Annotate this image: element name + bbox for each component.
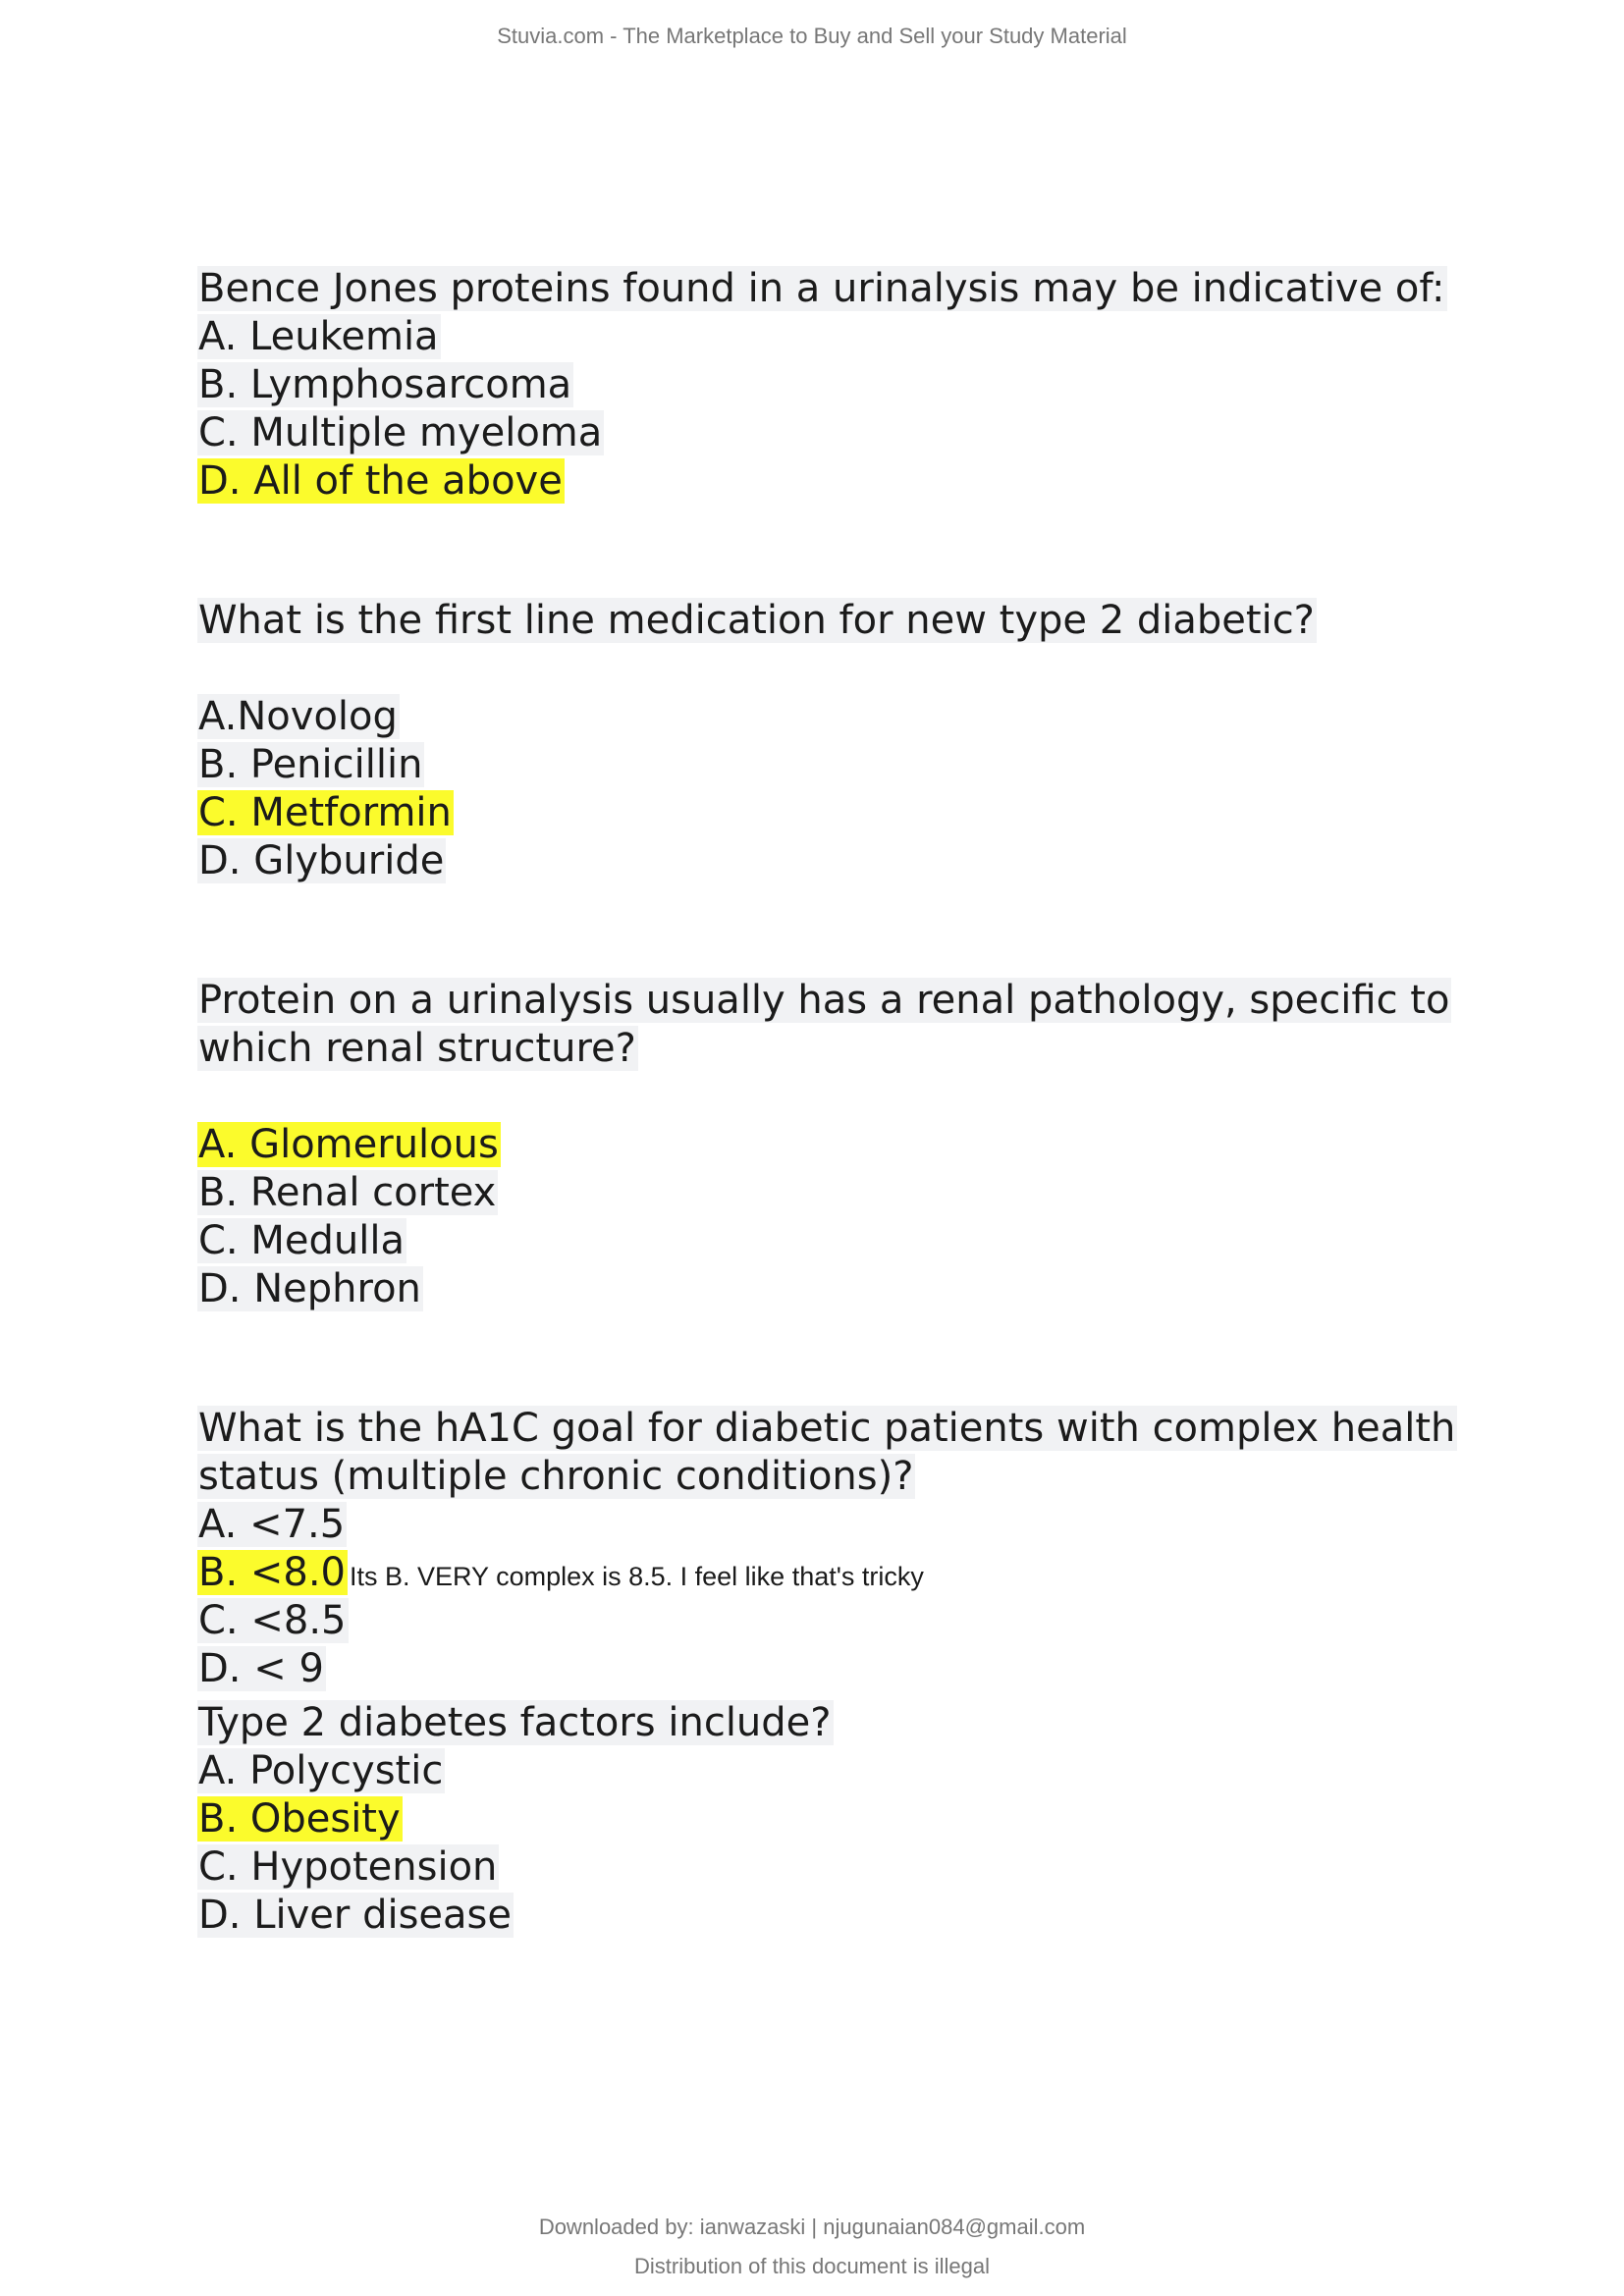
question-5-answer-b: B. Obesity bbox=[198, 1796, 401, 1842]
page-header: Stuvia.com - The Marketplace to Buy and Sell your Study Material bbox=[497, 24, 1127, 48]
question-4-option-a: A. <7.5 bbox=[198, 1502, 346, 1547]
spacer bbox=[197, 1073, 1435, 1121]
question-4-option-d: D. < 9 bbox=[198, 1646, 324, 1691]
question-1-option-b: B. Lymphosarcoma bbox=[198, 362, 572, 407]
question-1-answer-d: D. All of the above bbox=[198, 458, 563, 504]
question-3-text-line-2: which renal structure? bbox=[198, 1026, 636, 1071]
question-1 bbox=[197, 265, 1445, 506]
question-2-option-d: D. Glyburide bbox=[198, 838, 445, 883]
quiz-content bbox=[197, 265, 1456, 1940]
question-5 bbox=[197, 1699, 1435, 1940]
question-3-answer-a: A. Glomerulous bbox=[198, 1122, 499, 1167]
spacer bbox=[197, 506, 1435, 597]
question-5-option-d: D. Liver disease bbox=[198, 1893, 512, 1938]
question-5-option-c: C. Hypotension bbox=[198, 1844, 498, 1890]
question-2-answer-c: C. Metformin bbox=[198, 790, 452, 835]
question-4-text-line-1: What is the hA1C goal for diabetic patients with complex health bbox=[198, 1406, 1456, 1451]
question-4-answer-b: B. <8.0 bbox=[198, 1550, 346, 1595]
question-3-option-c: C. Medulla bbox=[198, 1218, 405, 1263]
footer-downloaded-by: Downloaded by: ianwazaski | njugunaian084@gmail.com bbox=[538, 2215, 1086, 2239]
question-1-text: Bence Jones proteins found in a urinalysis may be indicative of: bbox=[198, 266, 1445, 311]
question-2-text: What is the first line medication for new type 2 diabetic? bbox=[198, 598, 1315, 643]
question-4-option-c: C. <8.5 bbox=[198, 1598, 347, 1643]
question-4-answer-note: Its B. VERY complex is 8.5. I feel like that's tricky bbox=[350, 1562, 924, 1591]
question-1-option-c: C. Multiple myeloma bbox=[198, 410, 603, 455]
question-5-text: Type 2 diabetes factors include? bbox=[198, 1700, 832, 1745]
footer-distribution-notice: Distribution of this document is illegal bbox=[634, 2254, 990, 2278]
question-3-text-line-1: Protein on a urinalysis usually has a renal pathology, specific to bbox=[198, 978, 1450, 1023]
question-3-option-b: B. Renal cortex bbox=[198, 1170, 497, 1215]
spacer bbox=[197, 1313, 1435, 1405]
question-1-option-a: A. Leukemia bbox=[198, 314, 439, 359]
spacer bbox=[197, 645, 1435, 693]
question-3-option-d: D. Nephron bbox=[198, 1266, 421, 1311]
spacer bbox=[197, 885, 1435, 977]
question-4 bbox=[197, 1405, 1456, 1693]
question-5-option-a: A. Polycystic bbox=[198, 1748, 444, 1793]
question-2 bbox=[197, 597, 1435, 885]
question-3 bbox=[197, 977, 1450, 1313]
question-4-text-line-2: status (multiple chronic conditions)? bbox=[198, 1454, 914, 1499]
question-2-option-b: B. Penicillin bbox=[198, 742, 423, 787]
question-2-option-a: A.Novolog bbox=[198, 694, 398, 739]
